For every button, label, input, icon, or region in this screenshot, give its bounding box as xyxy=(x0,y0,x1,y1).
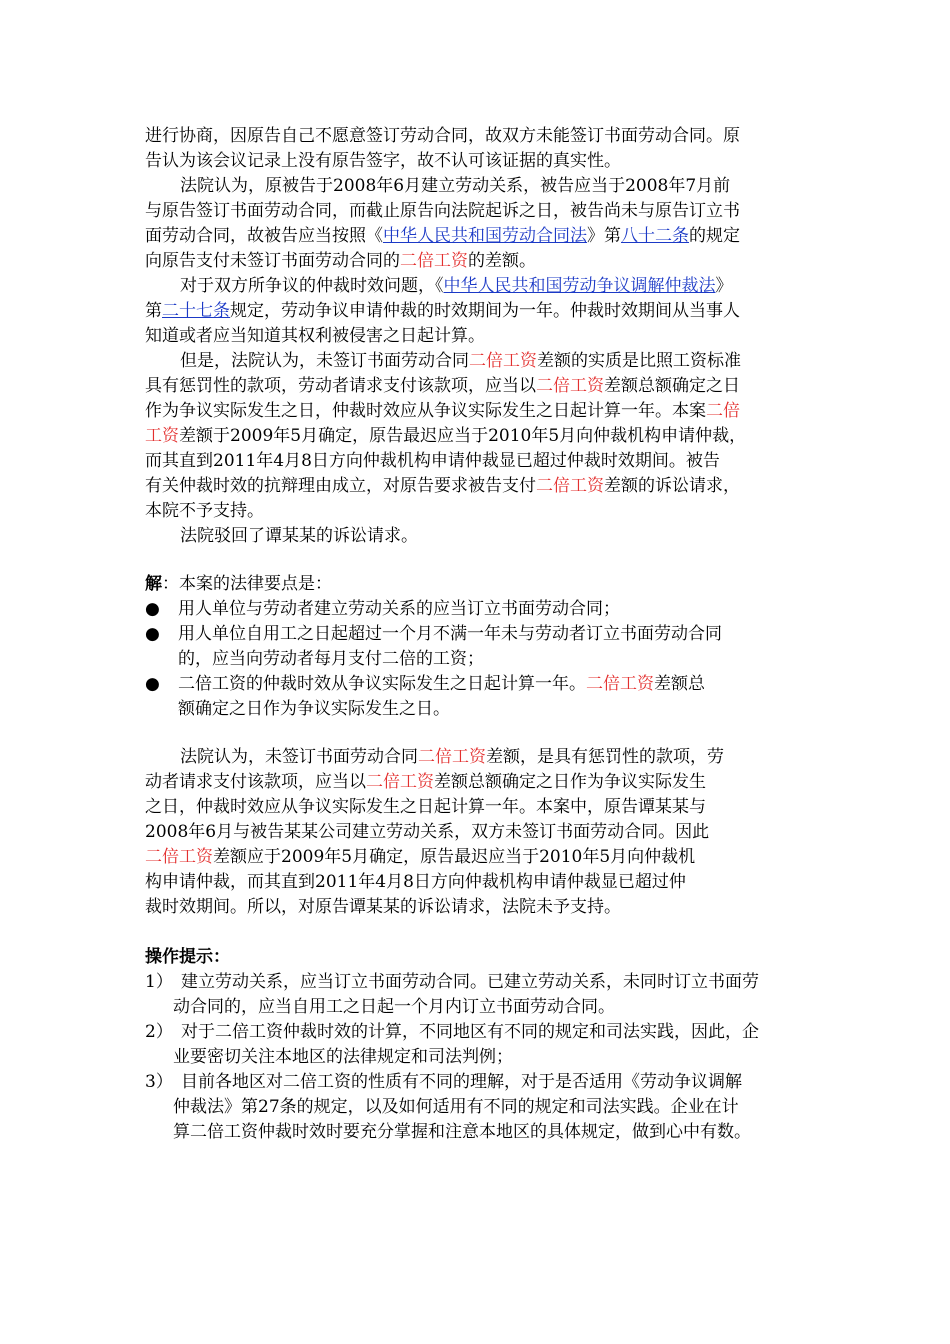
text-line: 业要密切关注本地区的法律规定和司法判例； xyxy=(173,1047,513,1067)
text-segment: 的规定 xyxy=(689,226,740,246)
list-item xyxy=(145,622,815,672)
operation-tips-section xyxy=(145,945,815,1145)
text-segment: 法院认为，未签订书面劳动合同 xyxy=(180,747,418,767)
text-line xyxy=(145,224,815,249)
text-line xyxy=(145,399,815,424)
text-line xyxy=(145,770,815,795)
text-segment: 差额总额确定之日 xyxy=(604,376,740,396)
text-line: 额确定之日作为争议实际发生之日。 xyxy=(178,699,450,719)
article-82-link[interactable]: 八十二条 xyxy=(621,226,689,246)
text-segment: 但是，法院认为，未签订书面劳动合同 xyxy=(180,351,469,371)
text-line: 法院驳回了谭某某的诉讼请求。 xyxy=(180,526,418,546)
text-segment: 二倍工资的仲裁时效从争议实际发生之日起计算一年。 xyxy=(178,674,586,694)
text-segment: 》第 xyxy=(587,226,621,246)
text-line: 知道或者应当知道其权利被侵害之日起计算。 xyxy=(145,326,485,346)
list-item xyxy=(145,970,815,1020)
text-line: 进行协商，因原告自己不愿意签订劳动合同，故双方未能签订书面劳动合同。原 xyxy=(145,126,740,146)
double-wage-highlight: 二倍工资 xyxy=(536,376,604,396)
text-line: 裁时效期间。所以，对原告谭某某的诉讼请求，法院未予支持。 xyxy=(145,897,621,917)
text-segment: 对于双方所争议的仲裁时效问题，《 xyxy=(180,276,444,296)
text-line: 而其直到2011年4月8日方向仲裁机构申请仲裁显已超过仲裁时效期间。被告 xyxy=(145,451,720,471)
text-segment: 差额总 xyxy=(654,674,705,694)
text-line: 与原告签订书面劳动合同，而截止原告向法院起诉之日，被告尚未与原告订立书 xyxy=(145,201,740,221)
text-segment: 》 xyxy=(715,276,733,296)
text-segment: 面劳动合同，故被告应当按照《 xyxy=(145,226,383,246)
text-segment: 差额于2009年5月确定，原告最迟应当于2010年5月向仲裁机构申请仲裁， xyxy=(179,426,747,446)
list-item xyxy=(145,597,815,622)
double-wage-highlight: 二倍工资 xyxy=(469,351,537,371)
text-segment: 的差额。 xyxy=(468,251,536,271)
text-segment: 作为争议实际发生之日，仲裁时效应从争议实际发生之日起计算一年。本案 xyxy=(145,401,706,421)
double-wage-highlight: 二倍工资 xyxy=(366,772,434,792)
text-segment: 第 xyxy=(145,301,162,321)
bullet-icon: ● xyxy=(145,624,160,644)
text-line: 对于二倍工资仲裁时效的计算，不同地区有不同的规定和司法实践，因此，企 xyxy=(181,1022,759,1042)
paragraph-4 xyxy=(145,349,815,524)
double-wage-highlight: 二倍工资 xyxy=(400,251,468,271)
text-line xyxy=(145,474,815,499)
text-line: 法院认为，原被告于2008年6月建立劳动关系，被告应当于2008年7月前 xyxy=(180,176,731,196)
text-segment: 有关仲裁时效的抗辩理由成立，对原告要求被告支付 xyxy=(145,476,536,496)
text-line: 2008年6月与被告某某公司建立劳动关系，双方未签订书面劳动合同。因此 xyxy=(145,822,710,842)
arbitration-law-link[interactable]: 中华人民共和国劳动争议调解仲裁法 xyxy=(443,276,716,296)
text-line: 算二倍工资仲裁时效时要充分掌握和注意本地区的具体规定，做到心中有数。 xyxy=(173,1122,751,1142)
text-segment: 具有惩罚性的款项，劳动者请求支付该款项，应当以 xyxy=(145,376,536,396)
text-line xyxy=(145,349,815,374)
double-wage-highlight: 二倍工资 xyxy=(586,674,654,694)
double-wage-highlight: 工资 xyxy=(145,426,179,446)
paragraph-3 xyxy=(145,274,815,349)
analysis-section xyxy=(145,572,815,722)
text-line xyxy=(145,424,815,449)
text-line: 动合同的，应当自用工之日起一个月内订立书面劳动合同。 xyxy=(173,997,615,1017)
text-line: 构申请仲裁，而其直到2011年4月8日方向仲裁机构申请仲裁显已超过仲 xyxy=(145,872,686,892)
text-line: 的，应当向劳动者每月支付二倍的工资； xyxy=(178,649,484,669)
text-line xyxy=(145,745,815,770)
text-segment: 向原告支付未签订书面劳动合同的 xyxy=(145,251,400,271)
court-reasoning-section xyxy=(145,124,815,549)
double-wage-highlight: 二倍工资 xyxy=(145,847,213,867)
text-line: 目前各地区对二倍工资的性质有不同的理解，对于是否适用《劳动争议调解 xyxy=(181,1072,742,1092)
text-segment: 规定，劳动争议申请仲裁的时效期间为一年。仲裁时效期间从当事人 xyxy=(230,301,740,321)
text-segment: 差额，是具有惩罚性的款项，劳 xyxy=(486,747,724,767)
text-line xyxy=(145,299,815,324)
text-segment: 差额应于2009年5月确定，原告最迟应当于2010年5月向仲裁机 xyxy=(213,847,696,867)
analysis-heading-rest: ：本案的法律要点是： xyxy=(162,574,332,594)
text-line: 用人单位自用工之日起超过一个月不满一年未与劳动者订立书面劳动合同 xyxy=(178,624,722,644)
text-segment: 差额总额确定之日作为争议实际发生 xyxy=(434,772,706,792)
bullet-icon: ● xyxy=(145,674,160,694)
list-item xyxy=(145,672,815,722)
double-wage-highlight: 二倍工资 xyxy=(418,747,486,767)
text-line xyxy=(145,274,815,299)
text-line: 建立劳动关系，应当订立书面劳动合同。已建立劳动关系，未同时订立书面劳 xyxy=(181,972,759,992)
list-item xyxy=(145,1070,815,1145)
text-line xyxy=(145,374,815,399)
list-item xyxy=(145,1020,815,1070)
text-line: 用人单位与劳动者建立劳动关系的应当订立书面劳动合同； xyxy=(178,599,620,619)
article-27-link[interactable]: 二十七条 xyxy=(162,301,230,321)
text-line: 仲裁法》第27条的规定，以及如何适用有不同的规定和司法实践。企业在计 xyxy=(173,1097,739,1117)
text-segment: 差额的诉讼请求， xyxy=(604,476,740,496)
labor-contract-law-link[interactable]: 中华人民共和国劳动合同法 xyxy=(383,226,587,246)
double-wage-highlight: 二倍工资 xyxy=(536,476,604,496)
summary-section xyxy=(145,745,815,920)
bullet-icon: ● xyxy=(145,599,160,619)
text-line: 告认为该会议记录上没有原告签字，故不认可该证据的真实性。 xyxy=(145,151,621,171)
paragraph-2 xyxy=(145,174,815,274)
text-line: 之日，仲裁时效应从争议实际发生之日起计算一年。本案中，原告谭某某与 xyxy=(145,797,706,817)
paragraph-1 xyxy=(145,124,815,174)
list-number: 2） xyxy=(145,1022,173,1042)
double-wage-highlight: 二倍 xyxy=(706,401,740,421)
text-line xyxy=(145,845,815,870)
text-line: 本院不予支持。 xyxy=(145,501,264,521)
list-number: 3） xyxy=(145,1072,173,1092)
text-line xyxy=(145,249,815,274)
analysis-heading-bold: 解 xyxy=(145,574,162,594)
text-segment: 差额的实质是比照工资标准 xyxy=(537,351,741,371)
text-segment: 动者请求支付该款项，应当以 xyxy=(145,772,366,792)
text-line xyxy=(145,672,815,697)
paragraph-5 xyxy=(145,524,815,549)
analysis-heading xyxy=(145,572,815,597)
tips-heading: 操作提示： xyxy=(145,947,230,967)
list-number: 1） xyxy=(145,972,173,992)
